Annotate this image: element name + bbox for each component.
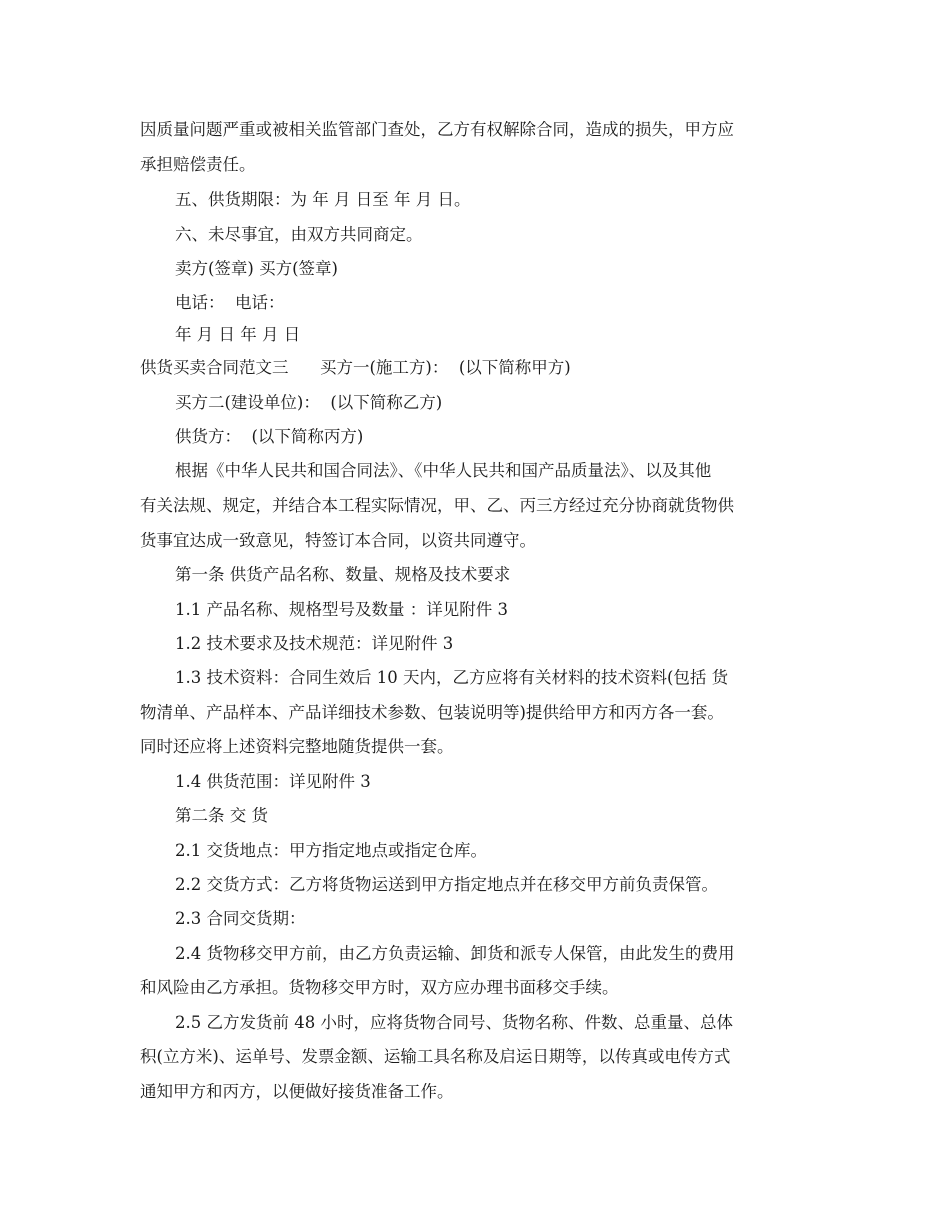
text-line: 1.1 产品名称、规格型号及数量 ：详见附件 3 xyxy=(175,600,508,619)
text-line: 2.5 乙方发货前 48 小时，应将货物合同号、货物名称、件数、总重量、总体 xyxy=(175,1013,733,1032)
text-line: 电话： 电话： xyxy=(175,293,285,312)
text-line: 物清单、产品样本、产品详细技术参数、包装说明等)提供给甲方和丙方各一套。 xyxy=(140,703,724,722)
text-line: 2.1 交货地点：甲方指定地点或指定仓库。 xyxy=(175,841,487,860)
text-line: 2.4 货物移交甲方前，由乙方负责运输、卸货和派专人保管，由此发生的费用 xyxy=(175,944,735,963)
text-line: 卖方(签章) 买方(签章) xyxy=(175,259,338,278)
text-line: 2.2 交货方式：乙方将货物运送到甲方指定地点并在移交甲方前负责保管。 xyxy=(175,875,718,894)
text-line: 货事宜达成一致意见，特签订本合同，以资共同遵守。 xyxy=(140,531,536,550)
text-line: 通知甲方和丙方，以便做好接货准备工作。 xyxy=(140,1082,454,1101)
text-line: 第二条 交 货 xyxy=(175,806,268,825)
section-heading: 供货买卖合同范文三 买方一(施工方)： (以下简称甲方) xyxy=(140,358,571,377)
text-line: 供货方： (以下简称丙方) xyxy=(175,427,364,446)
text-line: 因质量问题严重或被相关监管部门查处，乙方有权解除合同，造成的损失，甲方应 xyxy=(140,120,734,139)
text-line: 有关法规、规定，并结合本工程实际情况，甲、乙、丙三方经过充分协商就货物供 xyxy=(140,496,734,515)
text-line: 五、供货期限：为 年 月 日至 年 月 日。 xyxy=(175,190,471,209)
text-line: 同时还应将上述资料完整地随货提供一套。 xyxy=(140,737,454,756)
text-line: 积(立方米)、运单号、发票金额、运输工具名称及启运日期等，以传真或电传方式 xyxy=(140,1047,731,1066)
text-line: 承担赔偿责任。 xyxy=(140,155,256,174)
text-line: 根据《中华人民共和国合同法》、《中华人民共和国产品质量法》、以及其他 xyxy=(175,461,712,480)
text-line: 第一条 供货产品名称、数量、规格及技术要求 xyxy=(175,565,511,584)
text-line: 1.2 技术要求及技术规范：详见附件 3 xyxy=(175,634,454,653)
text-line: 和风险由乙方承担。货物移交甲方时，双方应办理书面移交手续。 xyxy=(140,978,619,997)
text-line: 1.4 供货范围：详见附件 3 xyxy=(175,772,371,791)
text-line: 1.3 技术资料：合同生效后 10 天内，乙方应将有关材料的技术资料(包括 货 xyxy=(175,668,729,687)
text-line: 年 月 日 年 月 日 xyxy=(175,325,301,344)
text-line: 2.3 合同交货期： xyxy=(175,909,306,928)
text-line: 六、未尽事宜，由双方共同商定。 xyxy=(175,225,423,244)
text-line: 买方二(建设单位)： (以下简称乙方) xyxy=(175,393,443,412)
